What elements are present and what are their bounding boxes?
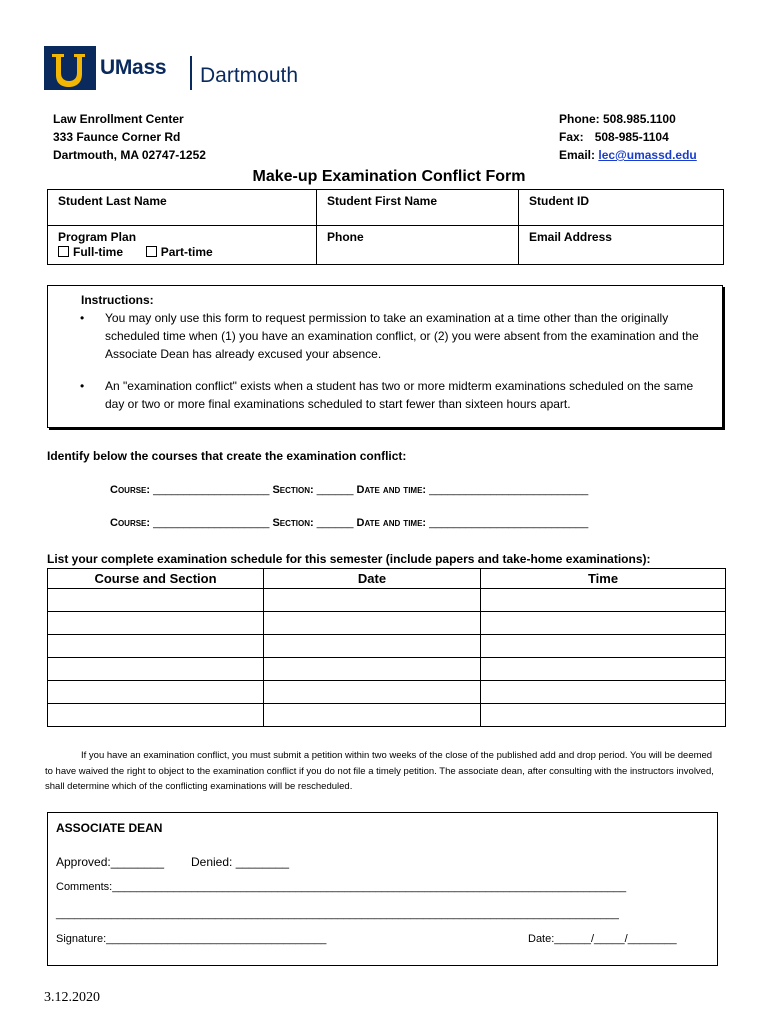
identify-title: Identify below the courses that create the examination conflict: [47, 449, 407, 463]
brand-divider [190, 56, 192, 90]
schedule-cell[interactable] [264, 612, 481, 635]
email-label: Email: [559, 148, 596, 162]
schedule-cell[interactable] [481, 635, 726, 658]
schedule-cell[interactable] [48, 589, 264, 612]
petition-note: If you have an examination conflict, you must submit a petition within two weeks of the close of the published add and drop period. You will be deemed to have waived the right to object to the examination conflict if you do not file a timely petition. The associate dean, after consulting with the instructors involved, shall determine which of the conflicting examinations will be rescheduled. [45, 750, 714, 792]
instruction-item: • An "examination conflict" exists when a student has two or more midterm examinations scheduled on the same day or two or more final examinations scheduled to start fewer than sixteen hours apart. [105, 377, 715, 413]
student-last-name-field[interactable]: Student Last Name [48, 190, 317, 226]
form-title: Make-up Examination Conflict Form [252, 168, 526, 185]
footer-date: 3.12.2020 [44, 990, 100, 1005]
table-row [48, 589, 726, 612]
schedule-cell[interactable] [264, 635, 481, 658]
instructions-box [47, 285, 723, 428]
address-line: Dartmouth, MA 02747-1252 [53, 148, 206, 162]
table-row [48, 704, 726, 727]
brand-dartmouth: Dartmouth [200, 64, 299, 87]
table-row [48, 658, 726, 681]
schedule-cell[interactable] [48, 635, 264, 658]
schedule-cell[interactable] [264, 589, 481, 612]
comments-line-2[interactable]: ____________________________________________________________________________________________ [56, 908, 619, 920]
program-plan-label: Program Plan [58, 230, 137, 244]
schedule-cell[interactable] [264, 658, 481, 681]
schedule-cell[interactable] [48, 612, 264, 635]
approved-field[interactable]: Approved:________ [56, 855, 165, 869]
table-row [48, 681, 726, 704]
schedule-cell[interactable] [481, 658, 726, 681]
conflict-course-line[interactable]: Course: ___________________ Section: ______ Date and time: __________________________ [110, 517, 589, 529]
student-first-name-field[interactable]: Student First Name [317, 190, 519, 226]
schedule-cell[interactable] [264, 704, 481, 727]
full-time-label: Full-time [73, 245, 123, 259]
schedule-table [47, 568, 726, 727]
date-field[interactable]: Date:______/_____/________ [528, 933, 677, 945]
address-line: 333 Faunce Corner Rd [53, 130, 181, 144]
phone-field[interactable]: Phone [317, 226, 519, 265]
denied-field[interactable]: Denied: ________ [191, 855, 290, 869]
brand-umass: UMass [100, 56, 167, 79]
student-id-field[interactable]: Student ID [519, 190, 724, 226]
schedule-cell[interactable] [481, 704, 726, 727]
student-info-table [47, 189, 724, 265]
conflict-course-line[interactable]: Course: ___________________ Section: ______ Date and time: __________________________ [110, 484, 589, 496]
program-plan-field [48, 226, 317, 265]
address-block [53, 110, 206, 164]
contact-block [559, 110, 697, 164]
schedule-cell[interactable] [481, 612, 726, 635]
instruction-item: • You may only use this form to request permission to take an examination at a time other than the originally scheduled time when (1) you have an examination conflict, or (2) you were absent from the examination and the Associate Dean has already excused your absence. [105, 309, 715, 363]
column-header: Date [264, 569, 481, 589]
table-row [48, 635, 726, 658]
part-time-label: Part-time [160, 245, 213, 259]
column-header: Course and Section [48, 569, 264, 589]
schedule-cell[interactable] [481, 681, 726, 704]
schedule-cell[interactable] [48, 658, 264, 681]
dean-title: ASSOCIATE DEAN [56, 821, 163, 835]
fax-value: 508-985-1104 [594, 130, 669, 144]
email-address-field[interactable]: Email Address [519, 226, 724, 265]
schedule-cell[interactable] [48, 704, 264, 727]
schedule-cell[interactable] [48, 681, 264, 704]
phone-text: Phone: 508.985.1100 [559, 112, 676, 126]
schedule-cell[interactable] [481, 589, 726, 612]
fax-label: Fax: [559, 130, 584, 144]
instructions-title: Instructions: [81, 293, 154, 307]
umass-logo-icon [44, 46, 96, 90]
schedule-title: List your complete examination schedule for this semester (include papers and take-home examinations): [47, 552, 651, 566]
signature-field[interactable]: Signature:____________________________________ [56, 933, 327, 945]
fax-line [559, 128, 697, 146]
table-row [48, 612, 726, 635]
email-line [559, 146, 697, 164]
email-link[interactable]: lec@umassd.edu [598, 148, 697, 162]
associate-dean-box [47, 812, 718, 966]
schedule-cell[interactable] [264, 681, 481, 704]
comments-field[interactable]: Comments:____________________________________________________________________________________ [56, 881, 627, 893]
part-time-checkbox[interactable] [146, 246, 157, 257]
address-line: Law Enrollment Center [53, 112, 184, 126]
column-header: Time [481, 569, 726, 589]
full-time-checkbox[interactable] [58, 246, 69, 257]
